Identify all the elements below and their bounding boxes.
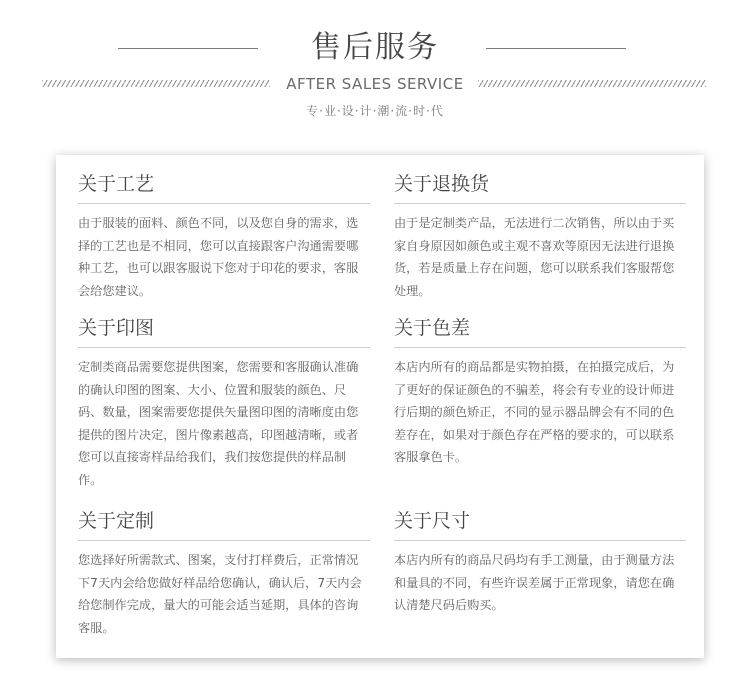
section-color-difference [394,315,686,469]
section-body: 定制类商品需要您提供图案，您需要和客服确认准确的确认印图的图案、大小、位置和服装的颜色、尺码、数量，图案需要您提供矢量图印图的清晰度由您提供的图片决定，图片像素越高，印图越清晰，或者您可以直接寄样品给我们，我们按您提供的样品制作。 [78,360,359,487]
title-right-rule [486,48,626,49]
section-sizing [394,508,686,617]
page-subtitle: AFTER SALES SERVICE [286,75,464,93]
info-card [56,155,704,658]
section-body: 您选择好所需款式、图案，支付打样费后，正常情况下7天内会给您做好样品给您确认，确认后，7天内会给您制作完成，量大的可能会适当延期，具体的咨询客服。 [78,553,362,635]
section-title: 关于尺寸 [394,508,686,541]
tagline: 专·业·设·计·潮·流·时·代 [306,104,444,118]
section-body: 由于是定制类产品，无法进行二次销售，所以由于买家自身原因如颜色或主观不喜欢等原因无法进行退换货，若是质量上存在问题，您可以联系我们客服帮您处理。 [394,216,675,298]
section-title: 关于定制 [78,508,370,541]
section-body: 由于服装的面料、颜色不同，以及您自身的需求，选择的工艺也是不相同，您可以直接跟客户沟通需要哪种工艺，也可以跟客服说下您对于印花的要求，客服会给您建议。 [78,216,359,298]
subtitle-row [0,74,750,94]
section-craft [78,171,370,302]
section-title: 关于工艺 [78,171,370,204]
page-title: 售后服务 [311,30,439,65]
section-title: 关于印图 [78,315,370,348]
section-returns [394,171,686,302]
section-title: 关于色差 [394,315,686,348]
section-customization [78,508,370,639]
section-body: 本店内所有的商品都是实物拍摄，在拍摄完成后，为了更好的保证颜色的不骗差，将会有专业的设计师进行后期的颜色矫正，不同的显示器品牌会有不同的色差存在，如果对于颜色存在严格的要求的，可以联系客服拿色卡。 [394,360,675,464]
right-hatch-divider [478,80,706,87]
section-title: 关于退换货 [394,171,686,204]
section-body: 本店内所有的商品尺码均有手工测量，由于测量方法和量具的不同，有些许误差属于正常现象，请您在确认清楚尺码后购买。 [394,553,675,612]
section-printing [78,315,370,491]
